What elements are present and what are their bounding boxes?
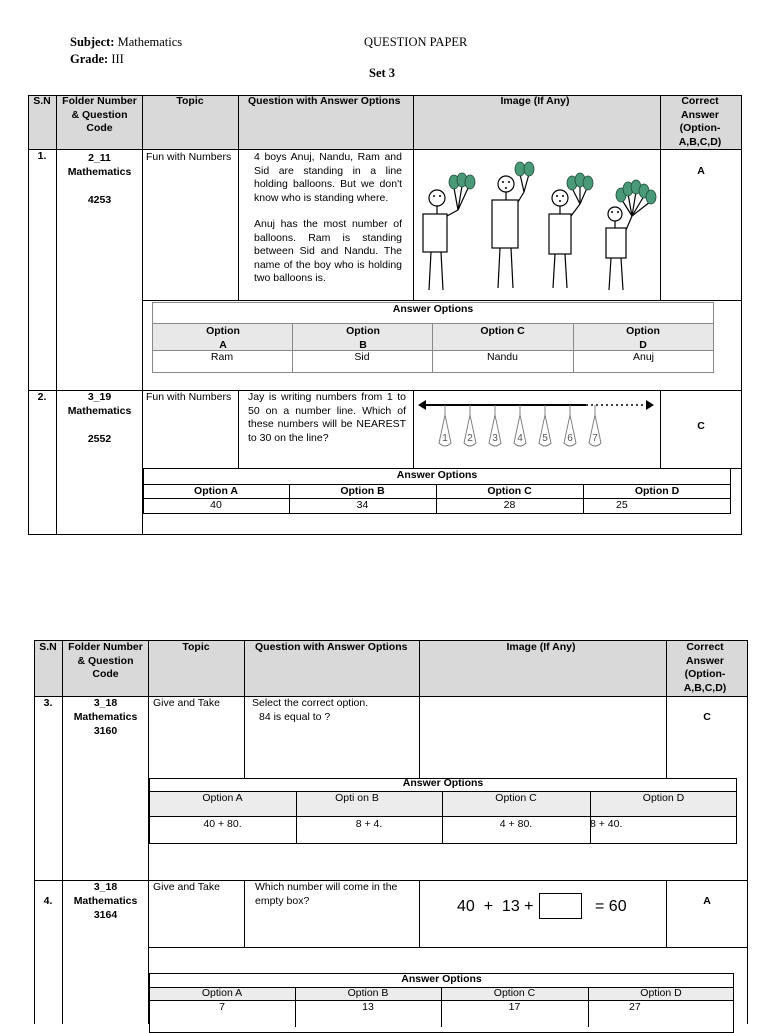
q3-sn: 3. [43, 697, 53, 709]
q3-option-a-header: Option A [202, 792, 243, 804]
q1-option-a-header: Option A [206, 325, 240, 351]
header-sn-2: S.N [39, 641, 57, 653]
q3-correct-answer: C [703, 711, 711, 723]
header-folder: Folder Number & Question Code [62, 95, 137, 134]
subject-value: Mathematics [117, 35, 183, 49]
q4-correct-answer: A [703, 895, 711, 907]
q1-sn: 1. [37, 150, 47, 162]
q2-sn: 2. [37, 391, 47, 403]
number-line-label-4: 4 [517, 433, 523, 444]
q2-folder: 3_19 [87, 391, 112, 403]
grade-line [70, 52, 124, 67]
number-line-label-6: 6 [567, 433, 573, 444]
number-line-image [414, 391, 660, 468]
q3-option-d-header: Option D [642, 792, 685, 804]
q2-option-b-header: Option B [340, 485, 385, 497]
number-line-label-5: 5 [542, 433, 548, 444]
q1-option-d: Anuj [632, 351, 654, 363]
q3-option-c-header: Option C [495, 792, 537, 804]
q3-option-c: 4 + 80. [499, 818, 533, 830]
q4-option-c-header: Option C [493, 987, 536, 999]
header-question-2: Question with Answer Options [255, 641, 408, 653]
q3-code: 3160 [93, 725, 118, 737]
q1-correct-answer: A [697, 165, 705, 177]
q1-answer-options-label: Answer Options [392, 303, 474, 315]
q2-subject: Mathematics [67, 405, 132, 417]
q3-question-text-1: Select the correct option. [252, 697, 369, 709]
q1-option-d-header: Option D [626, 325, 660, 351]
header-folder-2: Folder Number & Question Code [68, 641, 143, 680]
q4-option-b: 13 [362, 1001, 374, 1013]
q3-option-b-header: Opti on B [335, 792, 379, 804]
grade-value: III [111, 52, 124, 66]
q3-option-b: 8 + 4. [355, 818, 383, 830]
number-line-label-1: 1 [442, 433, 448, 444]
number-line-label-2: 2 [467, 433, 473, 444]
q4-folder: 3_18 [93, 881, 118, 893]
q2-correct-answer: C [697, 420, 705, 432]
q2-option-c: 28 [503, 499, 516, 511]
q2-answer-options-label: Answer Options [396, 469, 478, 481]
number-line-label-7: 7 [592, 433, 598, 444]
q4-equation-right: = 60 [595, 898, 627, 915]
q2-option-a-header: Option A [194, 485, 238, 497]
q4-option-a-header: Option A [201, 987, 243, 999]
q4-option-c: 17 [508, 1001, 521, 1013]
stick-figures-balloons-image [414, 150, 660, 300]
q4-answer-options-label: Answer Options [401, 973, 482, 985]
paper-title: QUESTION PAPER [364, 35, 468, 49]
q4-option-d: 27 [629, 1001, 641, 1013]
q2-option-c-header: Option C [487, 485, 532, 497]
q4-topic: Give and Take [153, 881, 220, 893]
q4-sn: 4. [43, 895, 53, 907]
q4-empty-box [539, 893, 582, 919]
q2-topic: Fun with Numbers [146, 391, 232, 403]
q4-equation-left: 40 + 13 + [457, 898, 534, 915]
q2-option-d: 25 [616, 499, 628, 511]
q1-option-a: Ram [210, 351, 234, 363]
subject-label: Subject: [70, 35, 115, 49]
q1-question-text-1: 4 boys Anuj, Nandu, Ram and Sid are standing in a line holding balloons. But we don't know who is standing where. [254, 151, 402, 204]
header-image-2: Image (If Any) [506, 641, 576, 653]
q1-option-b-header: Option B [346, 325, 380, 351]
q2-question-text: Jay is writing numbers from 1 to 50 on a number line. Which of these numbers will be NEAREST to 30 on the line? [248, 391, 406, 444]
q1-topic: Fun with Numbers [146, 151, 232, 163]
grade-label: Grade: [70, 52, 109, 66]
q4-code: 3164 [93, 909, 118, 921]
q3-subject: Mathematics [73, 711, 138, 723]
header-image: Image (If Any) [500, 95, 570, 107]
header-answer-2: Correct Answer (Option-A,B,C,D) [683, 641, 727, 694]
header-answer: Correct Answer (Option-A,B,C,D) [678, 95, 722, 148]
header-sn: S.N [33, 95, 51, 107]
q1-question-text-2: Anuj has the most number of balloons. Ram is standing between Sid and Nandu. The name of the boy who is holding two balloons is. [254, 218, 402, 284]
q2-option-b: 34 [356, 499, 369, 511]
q4-option-d-header: Option D [640, 987, 682, 999]
q2-option-a: 40 [210, 499, 222, 511]
q2-option-d-header: Option D [634, 485, 680, 497]
number-line-label-3: 3 [492, 433, 498, 444]
q1-folder: 2_11 [88, 152, 111, 164]
q1-option-c-header: Option C [480, 325, 525, 337]
q3-topic: Give and Take [153, 697, 220, 709]
header-question: Question with Answer Options [248, 95, 401, 107]
q3-folder: 3_18 [93, 697, 118, 709]
q4-option-b-header: Option B [347, 987, 389, 999]
q3-option-d: 8 + 40. [590, 818, 623, 830]
q1-option-b: Sid [354, 351, 370, 363]
set-label: Set 3 [369, 66, 396, 80]
header-topic-2: Topic [182, 641, 210, 653]
header-topic: Topic [176, 95, 204, 107]
q4-question-text: Which number will come in the empty box? [255, 881, 398, 907]
q3-option-a: 40 + 80. [203, 818, 242, 830]
q3-answer-options-label: Answer Options [402, 777, 484, 789]
q1-code: 4253 [87, 194, 112, 206]
q4-subject: Mathematics [73, 895, 138, 907]
q1-option-c: Nandu [487, 351, 518, 363]
subject-line [70, 35, 182, 50]
q3-question-text-2: 84 is equal to ? [259, 711, 331, 723]
q4-option-a: 7 [219, 1001, 225, 1013]
q2-code: 2552 [87, 433, 112, 445]
q1-subject: Mathematics [67, 166, 132, 178]
